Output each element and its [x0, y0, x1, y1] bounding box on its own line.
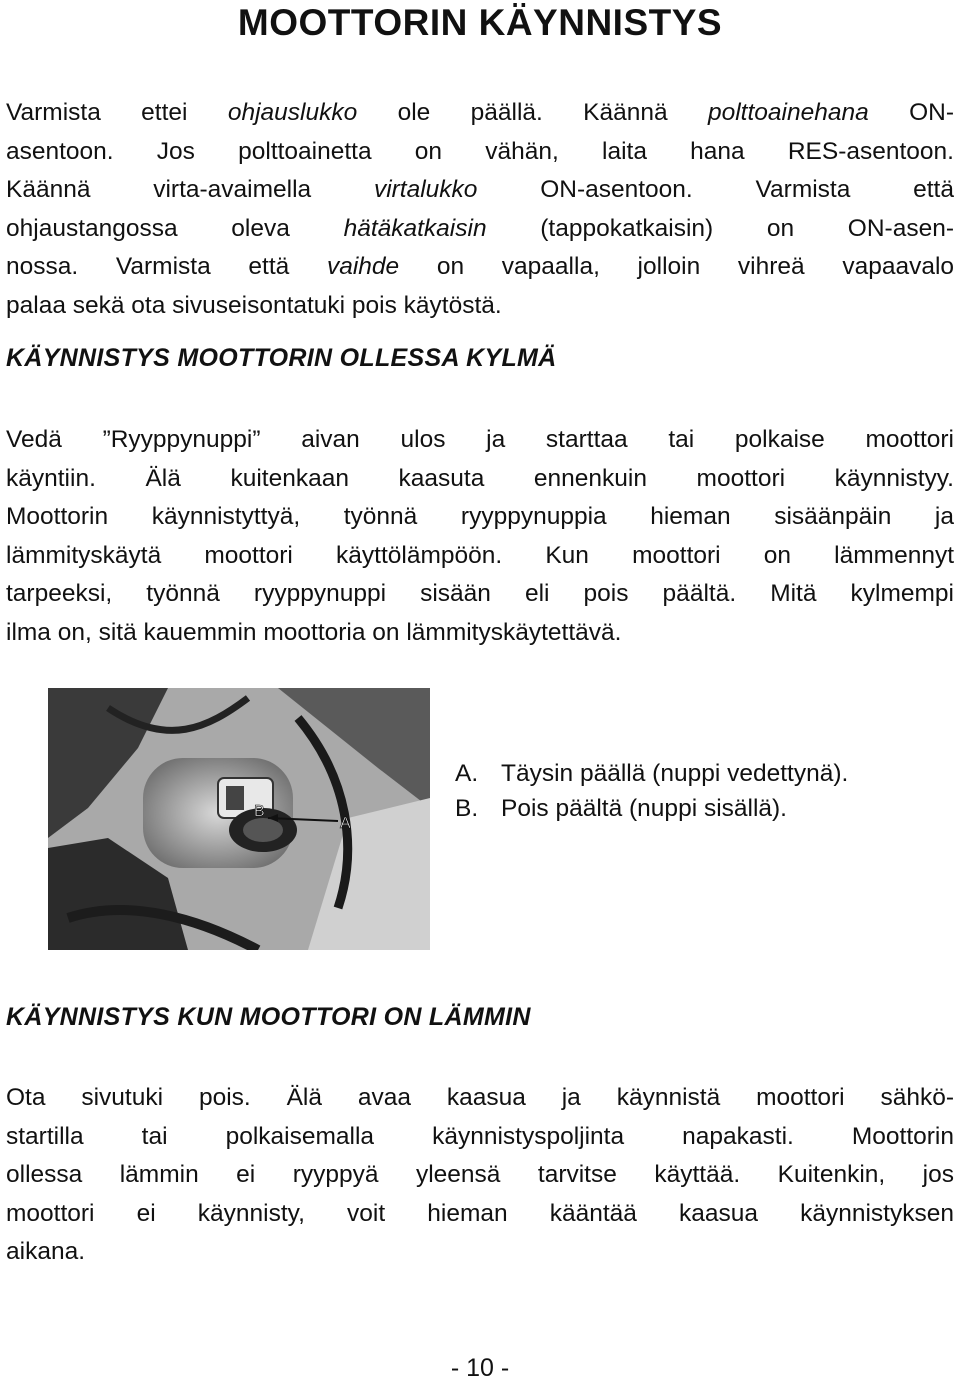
emphasized-term: hätäkatkaisin: [343, 214, 487, 242]
text-line: [6, 210, 954, 249]
page-title: MOOTTORIN KÄYNNISTYS: [237, 2, 723, 43]
figure-label-b: B: [254, 803, 265, 820]
emphasized-term: vaihde: [326, 253, 400, 280]
text-line: [6, 287, 954, 326]
text-segment: asentoon. Jos polttoainetta on vähän, laita hana RES-asentoon.: [6, 137, 954, 165]
text-line: startilla tai polkaisemalla käynnistyspoljinta napakasti. Moottorin: [6, 1122, 954, 1150]
legend-key: A.: [455, 760, 479, 787]
text-line: lämmityskäytä moottori käyttölämpöön. Kun moottori on lämmennyt: [6, 541, 954, 569]
emphasized-term: polttoainehana: [707, 99, 869, 126]
text-line: Ota sivutuki pois. Älä avaa kaasua ja käynnistä moottori sähkö-: [6, 1084, 954, 1111]
legend-text: Täysin päällä (nuppi vedettynä).: [501, 760, 849, 787]
text-line: [6, 171, 954, 210]
legend-item-b: [455, 791, 848, 826]
text-segment: palaa sekä ota sivuseisontatuki pois käytöstä.: [6, 291, 502, 319]
text-line: ollessa lämmin ei ryyppyä yleensä tarvitse käyttää. Kuitenkin, jos: [6, 1161, 954, 1188]
text-segment: Käännä virta-avaimella: [6, 176, 374, 203]
page-number: - 10 -: [450, 1354, 510, 1382]
cold-start-paragraph: [6, 421, 954, 652]
choke-knob-photo: [48, 688, 430, 950]
text-line: tarpeeksi, työnnä ryyppynuppi sisään eli pois päältä. Mitä kylmempi: [6, 580, 954, 607]
text-segment: Varmista ettei: [6, 99, 228, 126]
legend-item-a: [455, 756, 848, 791]
text-segment: (tappokatkaisin) on ON-asen-: [486, 214, 954, 242]
warm-start-paragraph: [6, 1079, 954, 1272]
figure-label-a: A: [340, 815, 351, 832]
text-segment: ON-asentoon. Varmista että: [477, 176, 954, 203]
warm-start-heading: KÄYNNISTYS KUN MOOTTORI ON LÄMMIN: [6, 1003, 531, 1031]
text-segment: ole päällä. Käännä: [357, 99, 708, 126]
emphasized-term: ohjauslukko: [227, 99, 358, 126]
text-segment: ohjaustangossa oleva: [6, 214, 344, 242]
text-line: Vedä ”Ryyppynuppi” aivan ulos ja starttaa tai polkaise moottori: [6, 426, 954, 453]
text-line: [6, 94, 954, 133]
legend-text: Pois päältä (nuppi sisällä).: [501, 795, 787, 822]
text-line: [6, 133, 954, 172]
text-line: käyntiin. Älä kuitenkaan kaasuta ennenkuin moottori käynnistyy.: [6, 464, 954, 492]
legend-key: B.: [455, 795, 479, 822]
text-segment: nossa. Varmista että: [6, 253, 327, 280]
text-line: ilma on, sitä kauemmin moottoria on lämmityskäytettävä.: [6, 618, 622, 646]
text-segment: on vapaalla, jolloin vihreä vapaavalo: [399, 253, 955, 280]
text-line: Moottorin käynnistyttyä, työnnä ryyppynuppia hieman sisäänpäin ja: [6, 503, 954, 530]
cold-start-heading: KÄYNNISTYS MOOTTORIN OLLESSA KYLMÄ: [6, 344, 557, 372]
text-line: [6, 248, 954, 287]
emphasized-term: virtalukko: [373, 176, 478, 203]
text-segment: ON-: [868, 99, 955, 126]
intro-paragraph: [6, 94, 954, 325]
text-line: aikana.: [6, 1238, 86, 1265]
figure-legend: [455, 756, 848, 826]
text-line: moottori ei käynnisty, voit hieman kääntää kaasua käynnistyksen: [6, 1199, 954, 1227]
